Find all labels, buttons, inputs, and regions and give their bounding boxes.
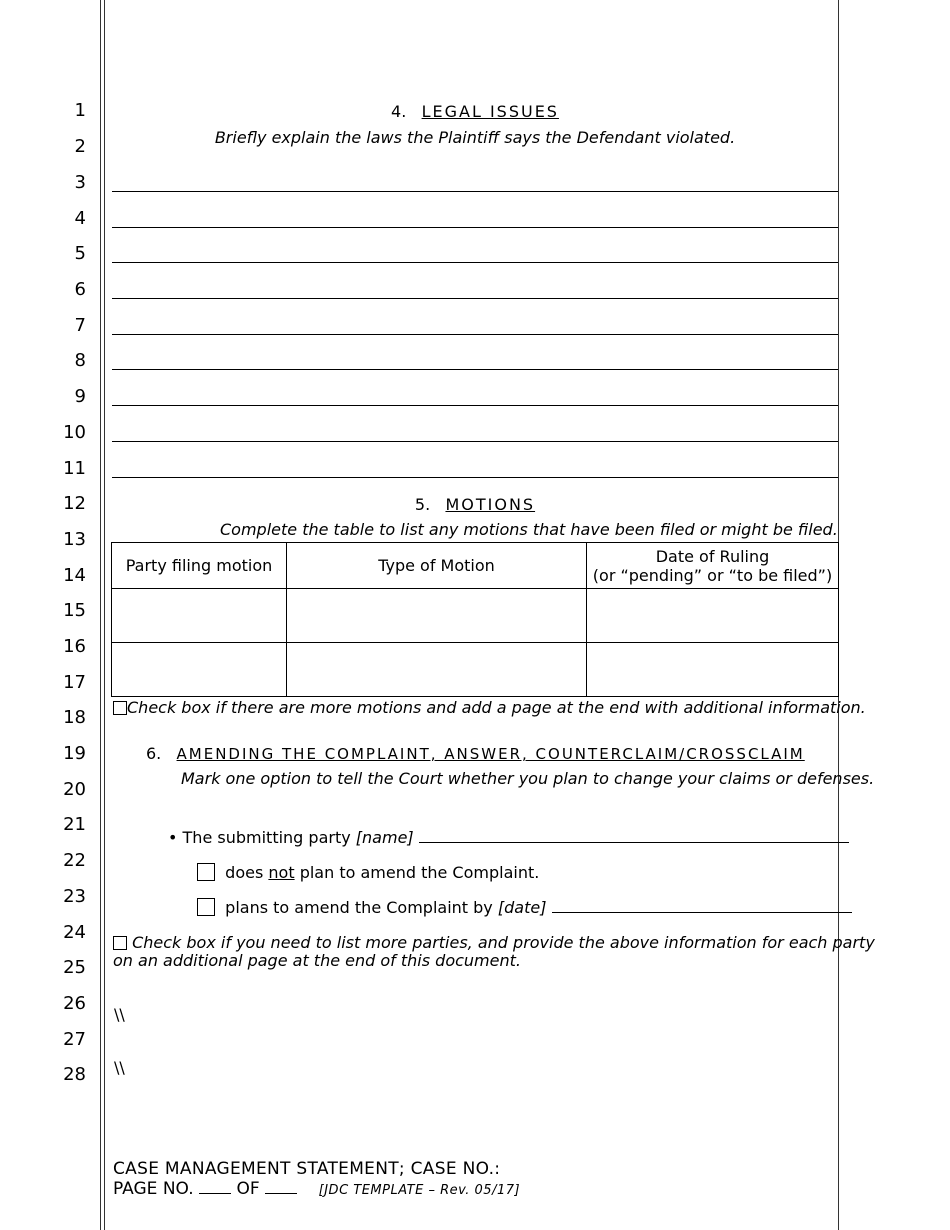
section6-title: AMENDING THE COMPLAINT, ANSWER, COUNTERCLAIM/CROSSCLAIM <box>176 745 805 763</box>
page-label: PAGE NO. <box>113 1179 194 1199</box>
column-header-date <box>587 543 839 589</box>
line-number: 4 <box>74 208 86 229</box>
section5-instruction: Complete the table to list any motions that have been filed or might be filed. <box>220 520 838 539</box>
party-name-field[interactable] <box>419 830 849 843</box>
type-cell[interactable] <box>287 589 587 643</box>
answer-line[interactable] <box>112 227 838 228</box>
line-number: 24 <box>63 922 86 943</box>
line-number: 21 <box>63 814 86 835</box>
line-number: 5 <box>74 243 86 264</box>
line-number: 16 <box>63 636 86 657</box>
section6-number: 6. <box>146 744 162 763</box>
option-no-text-post: plan to amend the Complaint. <box>299 863 540 882</box>
line-number: 26 <box>63 993 86 1014</box>
line-number: 25 <box>63 957 86 978</box>
more-motions-checkbox[interactable] <box>113 701 127 715</box>
line-number: 17 <box>63 672 86 693</box>
table-header-row <box>112 543 839 589</box>
plan-amend-checkbox[interactable] <box>197 898 215 916</box>
line-number: 2 <box>74 136 86 157</box>
line-number: 18 <box>63 707 86 728</box>
bullet: • <box>168 828 178 847</box>
line-number: 9 <box>74 386 86 407</box>
line-number: 27 <box>63 1029 86 1050</box>
party-cell[interactable] <box>112 589 287 643</box>
no-amend-checkbox[interactable] <box>197 863 215 881</box>
option-no-text-not: not <box>268 863 295 882</box>
section5-number: 5. <box>414 495 431 514</box>
date-cell[interactable] <box>587 589 839 643</box>
option-plan-amend <box>197 898 852 917</box>
date-header-line2: (or “pending” or “to be filed”) <box>592 565 833 585</box>
page-number-field[interactable] <box>199 1181 231 1194</box>
section5-heading <box>112 495 838 514</box>
option-no-text-pre: does <box>225 863 264 882</box>
section4-title: LEGAL ISSUES <box>421 102 559 121</box>
line-number: 19 <box>63 743 86 764</box>
continuation-mark: \\ <box>114 1005 125 1024</box>
answer-line[interactable] <box>112 477 838 478</box>
line-number: 7 <box>74 315 86 336</box>
name-hint: [name] <box>355 828 414 847</box>
answer-line[interactable] <box>112 441 838 442</box>
footer-page-row <box>113 1179 520 1199</box>
line-number: 1 <box>74 100 86 121</box>
more-motions-row <box>113 698 866 717</box>
more-parties-note-text2: on an additional page at the end of this document. <box>113 951 521 970</box>
line-number: 14 <box>63 565 86 586</box>
section6-heading <box>146 744 805 763</box>
line-number: 22 <box>63 850 86 871</box>
answer-line[interactable] <box>112 369 838 370</box>
line-number: 15 <box>63 600 86 621</box>
answer-line[interactable] <box>112 334 838 335</box>
motions-table <box>111 542 839 697</box>
line-number: 6 <box>74 279 86 300</box>
section5-title: MOTIONS <box>445 495 536 514</box>
table-row <box>112 589 839 643</box>
more-parties-checkbox[interactable] <box>113 936 127 950</box>
line-number: 8 <box>74 350 86 371</box>
party-cell[interactable] <box>112 643 287 697</box>
continuation-mark: \\ <box>114 1058 125 1077</box>
line-number: 23 <box>63 886 86 907</box>
more-parties-note <box>113 934 875 970</box>
line-number: 10 <box>63 422 86 443</box>
table-row <box>112 643 839 697</box>
left-margin-rule-outer <box>100 0 101 1230</box>
date-header-line1: Date of Ruling <box>655 546 770 566</box>
option-no-amend <box>197 863 539 882</box>
line-number: 3 <box>74 172 86 193</box>
submitting-party-label: The submitting party <box>182 828 351 847</box>
column-header-type: Type of Motion <box>287 543 587 589</box>
submitting-party-row <box>168 828 849 847</box>
line-number: 12 <box>63 493 86 514</box>
answer-line[interactable] <box>112 191 838 192</box>
more-parties-note-text1: Check box if you need to list more parties, and provide the above information for each party <box>132 933 875 952</box>
template-revision: [JDC TEMPLATE – Rev. 05/17] <box>318 1183 521 1198</box>
line-number: 20 <box>63 779 86 800</box>
option-yes-text: plans to amend the Complaint by <box>225 898 493 917</box>
left-margin-rule-inner <box>104 0 105 1230</box>
column-header-party: Party filing motion <box>112 543 287 589</box>
more-parties-line1 <box>113 934 875 952</box>
answer-line[interactable] <box>112 262 838 263</box>
page-total-field[interactable] <box>265 1181 297 1194</box>
section4-heading <box>112 102 838 121</box>
date-cell[interactable] <box>587 643 839 697</box>
type-cell[interactable] <box>287 643 587 697</box>
answer-line[interactable] <box>112 405 838 406</box>
line-number: 11 <box>63 458 86 479</box>
date-hint: [date] <box>497 898 547 917</box>
footer-title: CASE MANAGEMENT STATEMENT; CASE NO.: <box>113 1159 501 1179</box>
answer-line[interactable] <box>112 298 838 299</box>
more-motions-note: Check box if there are more motions and add a page at the end with additional information. <box>127 698 866 717</box>
line-number: 28 <box>63 1064 86 1085</box>
line-number: 13 <box>63 529 86 550</box>
section4-instruction: Briefly explain the laws the Plaintiff says the Defendant violated. <box>214 128 736 147</box>
amend-date-field[interactable] <box>552 900 852 913</box>
section6-instruction: Mark one option to tell the Court whether you plan to change your claims or defenses. <box>181 769 875 788</box>
section4-number: 4. <box>391 102 407 121</box>
of-label: OF <box>236 1179 260 1199</box>
